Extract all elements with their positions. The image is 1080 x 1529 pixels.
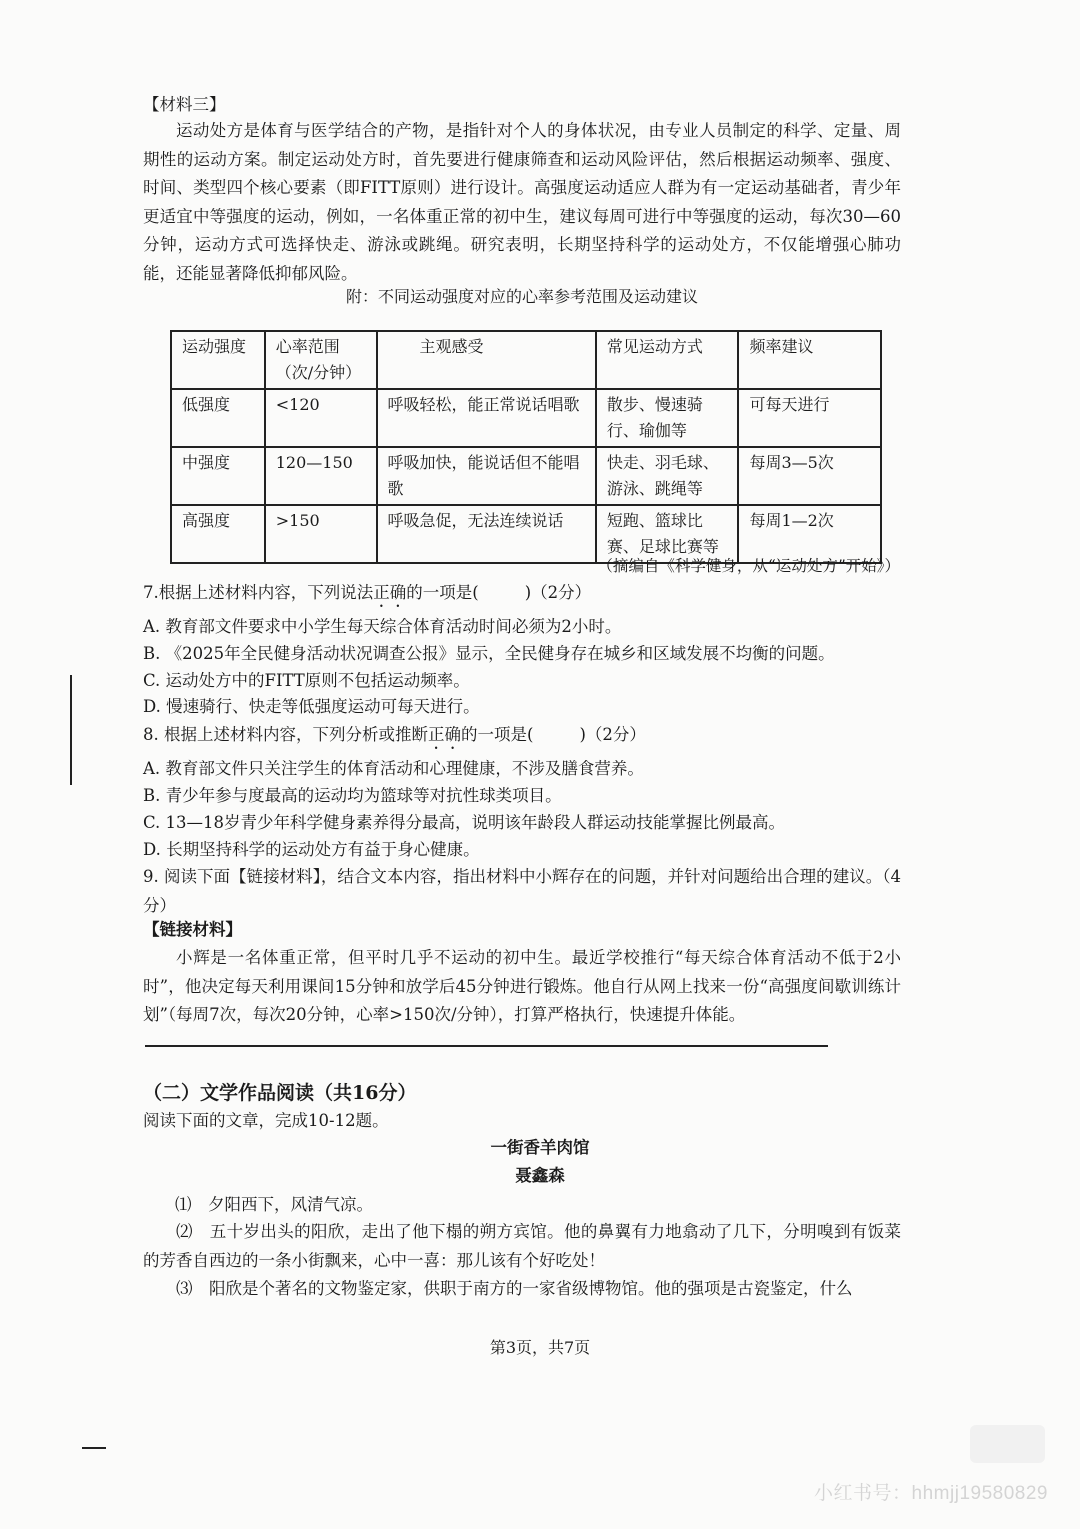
paragraph-text: 阳欣是个著名的文物鉴定家，供职于南方的一家省级博物馆。他的强项是古瓷鉴定，什么 — [209, 1279, 853, 1298]
article-paragraph-2 — [143, 1218, 901, 1275]
table-row — [171, 389, 881, 447]
table-cell: 可每天进行 — [738, 389, 881, 447]
article-paragraph-1 — [143, 1191, 901, 1220]
q7-stem-end: )（2分） — [524, 583, 592, 602]
q8-stem-post: 的一项是( — [461, 725, 534, 744]
table-header-cell: 常见运动方式 — [596, 331, 739, 389]
q7-stem-pre: 7.根据上述材料内容，下列说法 — [143, 583, 374, 602]
q7-option-b: B. 《2025年全民健身活动状况调查公报》显示，全民健身存在城乡和区域发展不均衡的问题。 — [143, 644, 835, 663]
link-material-heading: 【链接材料】 — [143, 920, 242, 939]
article-author: 聂鑫森 — [515, 1166, 565, 1185]
table-cell: 中强度 — [171, 447, 265, 505]
paragraph-number: ⑶ — [176, 1279, 193, 1298]
section2-instruction: 阅读下面的文章，完成10-12题。 — [143, 1111, 389, 1130]
material3-paragraph: 运动处方是体育与医学结合的产物，是指针对个人的身体状况，由专业人员制定的科学、定量、周期性的运动方案。制定运动处方时，首先要进行健康筛查和运动风险评估，然后根据运动频率、强度、时间、类型四个核心要素（即FITT原则）进行设计。高强度运动适应人群为有一定运动基础者，青少年更适宜中等强度的运动，例如，一名体重正常的初中生，建议每周可进行中等强度的运动，每次30—60分钟，运动方式可选择快走、游泳或跳绳。研究表明，长期坚持科学的运动处方，不仅能增强心肺功能，还能显著降低抑郁风险。 — [143, 121, 901, 283]
scan-edge-mark — [82, 1447, 106, 1449]
q7-stem-post: 的一项是( — [406, 583, 479, 602]
material3-source: （摘编自《科学健身，从“运动处方”开始》） — [597, 557, 900, 575]
q8-stem — [143, 722, 646, 753]
scan-edge-mark — [70, 675, 72, 785]
q9-stem: 9. 阅读下面【链接材料】，结合文本内容，指出材料中小辉存在的问题，并针对问题给出合理的建议。（4分） — [143, 867, 901, 915]
table-cell: 短跑、篮球比赛、足球比赛等 — [596, 505, 739, 563]
table-cell: 每周3—5次 — [738, 447, 881, 505]
article-title: 一街香羊肉馆 — [490, 1138, 590, 1157]
q7-stem-emphasis: 正确 — [373, 583, 407, 602]
q7-option-c: C. 运动处方中的FITT原则不包括运动频率。 — [143, 671, 470, 690]
table-header-cell: 主观感受 — [377, 331, 596, 389]
q8-option-b: B. 青少年参与度最高的运动均为篮球等对抗性球类项目。 — [143, 786, 562, 805]
q9-answer-line[interactable] — [145, 1045, 828, 1047]
section2-heading: （二）文学作品阅读（共16分） — [143, 1082, 417, 1104]
paragraph-text: 五十岁出头的阳欣，走出了他下榻的朔方宾馆。他的鼻翼有力地翕动了几下，分明嗅到有饭菜的芳香自西边的一条小街飘来，心中一喜：那儿该有个好吃处！ — [143, 1222, 902, 1270]
watermark-logo — [970, 1425, 1045, 1463]
paragraph-text: 夕阳西下，风清气凉。 — [208, 1195, 373, 1214]
q8-option-c: C. 13—18岁青少年科学健身素养得分最高，说明该年龄段人群运动技能掌握比例最高。 — [143, 813, 786, 832]
table-header-cell: 频率建议 — [738, 331, 881, 389]
table-cell: 快走、羽毛球、游泳、跳绳等 — [596, 447, 739, 505]
table-cell: 每周1—2次 — [738, 505, 881, 563]
watermark-text: 小红书号：hhmjj19580829 — [814, 1483, 1048, 1504]
q8-stem-end: )（2分） — [579, 725, 646, 744]
table-header-cell: 心率范围 （次/分钟） — [265, 331, 377, 389]
q7-option-a: A. 教育部文件要求中小学生每天综合体育活动时间必须为2小时。 — [143, 617, 622, 636]
table-cell: >150 — [265, 505, 377, 563]
q7-option-d: D. 慢速骑行、快走等低强度运动可每天进行。 — [143, 697, 480, 716]
paragraph-number: ⑴ — [175, 1195, 192, 1214]
table-cell: 呼吸轻松，能正常说话唱歌 — [377, 389, 596, 447]
table-cell: <120 — [265, 389, 377, 447]
table-cell: 120—150 — [265, 447, 377, 505]
table-cell: 散步、慢速骑行、瑜伽等 — [596, 389, 739, 447]
q8-option-a: A. 教育部文件只关注学生的体育活动和心理健康，不涉及膳食营养。 — [143, 759, 644, 778]
page-footer: 第3页，共7页 — [489, 1338, 591, 1357]
article-paragraph-3 — [143, 1275, 901, 1304]
appendix-caption: 附：不同运动强度对应的心率参考范围及运动建议 — [345, 287, 698, 306]
table-header-row — [171, 331, 881, 389]
table-row — [171, 447, 881, 505]
q8-stem-emphasis: 正确 — [428, 725, 461, 744]
table-cell: 呼吸急促，无法连续说话 — [377, 505, 596, 563]
table-cell: 低强度 — [171, 389, 265, 447]
link-material-paragraph: 小辉是一名体重正常，但平时几乎不运动的初中生。最近学校推行“每天综合体育活动不低于2小时”，他决定每天利用课间15分钟和放学后45分钟进行锻炼。他自行从网上找来一份“高强度间歇训练计划”（每周7次，每次20分钟，心率>150次/分钟），打算严格执行，快速提升体能。 — [143, 948, 901, 1024]
q7-stem — [143, 580, 591, 611]
material3-heading: 【材料三】 — [143, 95, 226, 114]
paragraph-number: ⑵ — [176, 1222, 193, 1241]
heart-rate-table — [170, 330, 882, 564]
q8-stem-pre: 8. 根据上述材料内容，下列分析或推断 — [143, 725, 428, 744]
q8-option-d: D. 长期坚持科学的运动处方有益于身心健康。 — [143, 840, 480, 859]
table-cell: 呼吸加快，能说话但不能唱歌 — [377, 447, 596, 505]
table-header-cell: 运动强度 — [171, 331, 265, 389]
table-cell: 高强度 — [171, 505, 265, 563]
